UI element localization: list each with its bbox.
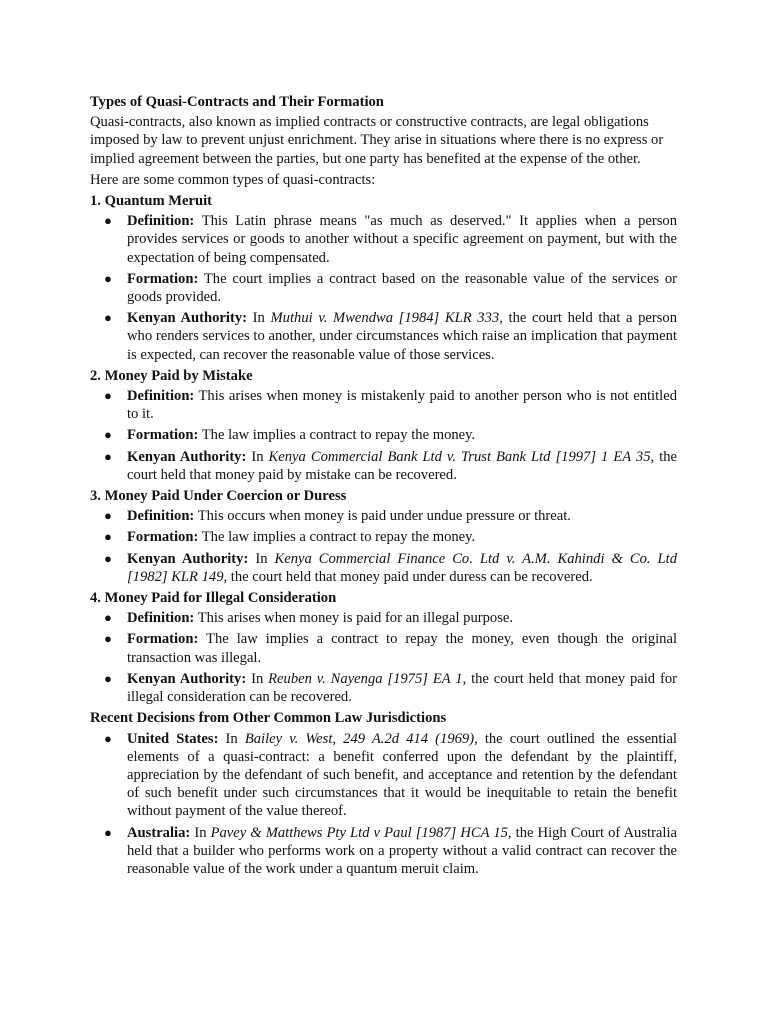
list-item (90, 212, 677, 267)
case-citation: Kenya Commercial Bank Ltd v. Trust Bank Ltd [1997] 1 EA 35 (268, 448, 651, 465)
bullet-icon: ● (104, 270, 112, 286)
case-citation: Muthui v. Mwendwa [1984] KLR 333 (270, 310, 500, 327)
section-heading: 4. Money Paid for Illegal Consideration (90, 590, 337, 607)
bullet-icon: ● (104, 310, 112, 326)
case-citation: Bailey v. West, 249 A.2d 414 (1969) (244, 730, 475, 747)
case-citation: Reuben v. Nayenga [1975] EA 1 (268, 670, 463, 687)
list-item (90, 630, 677, 666)
section-heading: 3. Money Paid Under Coercion or Duress (90, 488, 347, 505)
item-text: , the court held that money paid by mistake can be recovered. (127, 448, 677, 483)
list-item (90, 550, 677, 586)
bullet-icon: ● (104, 670, 112, 686)
document-title: Types of Quasi-Contracts and Their Formation (90, 94, 384, 110)
bullet-icon: ● (104, 388, 112, 404)
item-text: , the court held that money paid for illegal consideration can be recovered. (127, 670, 677, 706)
item-text: The court implies a contract based on the reasonable value of the services or goods provided. (127, 270, 677, 306)
list-item (90, 387, 677, 423)
item-label: Definition: (127, 610, 195, 627)
bullet-list (90, 609, 677, 706)
case-citation: Kenya Commercial Finance Co. Ltd v. A.M. Kahindi & Co. Ltd [1982] KLR 149 (127, 550, 677, 585)
item-text: , the court outlined the essential elements of a quasi-contract: a benefit conferred upon the defendant by the plaintiff, appreciation by the defendant of such benefit, and acceptance and retention by the defendant of such benefit under such circumstances that it would be inequitable to retain the benefit without payment of the value thereof. (127, 730, 677, 820)
item-label: Definition: (127, 508, 195, 525)
list-item (90, 309, 677, 364)
bullet-icon: ● (104, 730, 112, 746)
intro-paragraph: Quasi-contracts, also known as implied contracts or constructive contracts, are legal obligations imposed by law to prevent unjust enrichment. They arise in situations where there is no express or implied agreement between the parties, but one party has benefited at the expense of the other. (90, 114, 664, 167)
list-item (90, 426, 677, 444)
bullet-icon: ● (104, 508, 112, 524)
item-text: This arises when money is paid for an illegal purpose. (197, 610, 513, 627)
list-item (90, 528, 677, 546)
item-label: Definition: (127, 388, 195, 405)
item-text: , the court held that money paid under duress can be recovered. (223, 568, 593, 585)
item-label: Formation: (127, 270, 199, 287)
intro-paragraph-2: Here are some common types of quasi-contracts: (90, 171, 376, 188)
item-text: The law implies a contract to repay the money. (201, 529, 476, 546)
list-item (90, 507, 677, 525)
bullet-icon: ● (104, 550, 112, 566)
item-label: Formation: (127, 631, 199, 648)
bullet-list (90, 730, 677, 879)
sections-container (90, 192, 677, 878)
item-prefix: In (251, 448, 264, 465)
item-label: United States: (127, 730, 219, 747)
bullet-list (90, 387, 677, 484)
item-text: The law implies a contract to repay the money, even though the original transaction was illegal. (127, 631, 677, 666)
item-label: Formation: (127, 427, 199, 444)
item-prefix: In (255, 550, 268, 567)
list-item (90, 730, 677, 821)
item-prefix: In (251, 670, 264, 687)
item-text: This occurs when money is paid under undue pressure or threat. (197, 508, 571, 525)
bullet-icon: ● (104, 610, 112, 626)
list-item (90, 824, 677, 879)
item-label: Formation: (127, 529, 199, 546)
list-item (90, 448, 677, 484)
case-citation: Pavey & Matthews Pty Ltd v Paul [1987] HCA 15 (210, 824, 508, 841)
bullet-list (90, 212, 677, 364)
bullet-icon: ● (104, 824, 112, 840)
list-item (90, 670, 677, 706)
item-text: , the High Court of Australia held that a builder who performs work on a property without a valid contract can recover the reasonable value of the work under a quantum meruit claim. (127, 824, 677, 877)
item-text: The law implies a contract to repay the money. (201, 427, 476, 444)
list-item (90, 270, 677, 306)
section-heading: 1. Quantum Meruit (90, 193, 213, 210)
item-label: Kenyan Authority: (127, 670, 247, 687)
bullet-icon: ● (104, 213, 112, 229)
item-text: This Latin phrase means "as much as deserved." It applies when a person provides services or goods to another without a specific agreement on payment, but with the expectation of being compensated. (127, 213, 677, 266)
item-label: Kenyan Authority: (127, 448, 247, 465)
bullet-icon: ● (104, 529, 112, 545)
item-prefix: In (225, 730, 238, 747)
item-text: This arises when money is mistakenly paid to another person who is not entitled to it. (127, 388, 677, 423)
bullet-icon: ● (104, 448, 112, 464)
section-heading: 2. Money Paid by Mistake (90, 367, 253, 384)
item-prefix: In (194, 824, 207, 841)
section-heading: Recent Decisions from Other Common Law Jurisdictions (90, 710, 447, 727)
item-label: Definition: (127, 213, 195, 230)
item-text: , the court held that a person who renders services to another, under circumstances which raise an implication that payment is expected, can recover the reasonable value of those services. (127, 310, 678, 363)
list-item (90, 609, 677, 627)
bullet-list (90, 507, 677, 586)
bullet-icon: ● (104, 427, 112, 443)
item-prefix: In (252, 310, 265, 327)
item-label: Kenyan Authority: (127, 550, 249, 567)
item-label: Kenyan Authority: (127, 310, 247, 327)
bullet-icon: ● (104, 631, 112, 647)
item-label: Australia: (127, 824, 191, 841)
